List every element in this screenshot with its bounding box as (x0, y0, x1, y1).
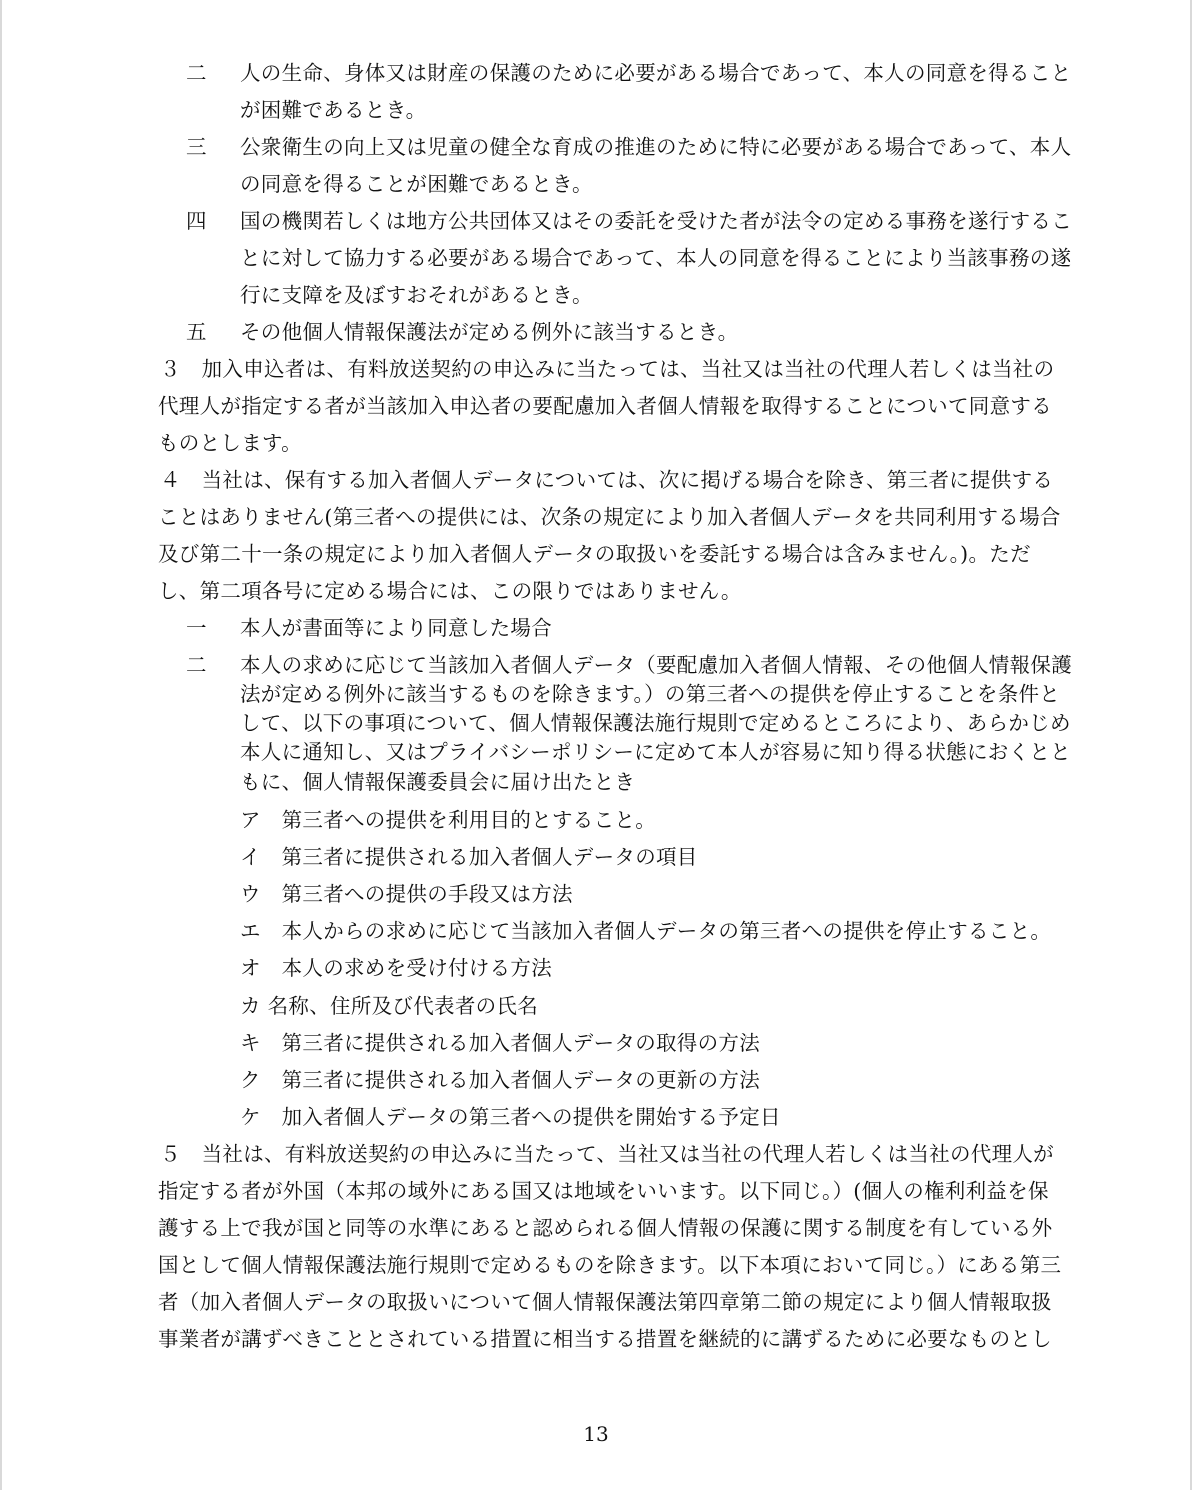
item-text-line: その他個人情報保護法が定める例外に該当するとき。 (240, 320, 739, 344)
paragraph-line: ４ 当社は、保有する加入者個人データについては、次に掲げる場合を除き、第三者に提供する (160, 468, 1054, 492)
paragraph-line: 護する上で我が国と同等の水準にあると認められる個人情報の保護に関する制度を有している外 (158, 1216, 1053, 1240)
item-number: 二 (186, 653, 207, 677)
paragraph-line: 代理人が指定する者が当該加入申込者の要配慮加入者個人情報を取得することについて同意する (158, 394, 1052, 418)
paragraph-line: ものとします。 (158, 431, 302, 455)
item-text-line: 法が定める例外に該当するものを除きます。）の第三者への提供を停止することを条件と (240, 682, 1061, 706)
paragraph-line: 国として個人情報保護法施行規則で定めるものを除きます。以下本項において同じ。）にある第三 (158, 1253, 1062, 1277)
item-text-line: もに、個人情報保護委員会に届け出たとき (240, 770, 636, 794)
sub-item: キ 第三者に提供される加入者個人データの取得の方法 (240, 1031, 760, 1055)
item-text-line: 公衆衛生の向上又は児童の健全な育成の推進のために特に必要がある場合であって、本人 (240, 135, 1072, 159)
item-text-line: とに対して協力する必要がある場合であって、本人の同意を得ることにより当該事務の遂 (240, 246, 1072, 270)
item-text-line: の同意を得ることが困難であるとき。 (240, 172, 593, 196)
item-number: 五 (186, 320, 207, 344)
item-text-line: 本人の求めに応じて当該加入者個人データ（要配慮加入者個人情報、その他個人情報保護 (240, 653, 1072, 677)
sub-item: オ 本人の求めを受け付ける方法 (240, 956, 552, 980)
item-text-line: 国の機関若しくは地方公共団体又はその委託を受けた者が法令の定める事務を遂行するこ (240, 209, 1072, 233)
paragraph-line: 者（加入者個人データの取扱いについて個人情報保護法第四章第二節の規定により個人情報取扱 (158, 1290, 1052, 1314)
sub-item: イ 第三者に提供される加入者個人データの項目 (240, 845, 698, 869)
item-number: 三 (186, 135, 207, 159)
paragraph-line: 指定する者が外国（本邦の域外にある国又は地域をいいます。以下同じ。）(個人の権利利益を保 (158, 1179, 1049, 1203)
paragraph-line: し、第二項各号に定める場合には、この限りではありません。 (158, 579, 742, 603)
item-text-line: 行に支障を及ぼすおそれがあるとき。 (240, 283, 593, 307)
item-number: 二 (186, 61, 207, 85)
paragraph-line: ことはありません(第三者への提供には、次条の規定により加入者個人データを共同利用する場合 (158, 505, 1061, 529)
item-number: 一 (186, 616, 207, 640)
sub-item: ク 第三者に提供される加入者個人データの更新の方法 (240, 1068, 760, 1092)
paragraph-line: 及び第二十一条の規定により加入者個人データの取扱いを委託する場合は含みません。)。ただ (158, 542, 1031, 566)
sub-item: ウ 第三者への提供の手段又は方法 (240, 882, 573, 906)
paragraph-line: ５ 当社は、有料放送契約の申込みに当たって、当社又は当社の代理人若しくは当社の代理人が (160, 1142, 1054, 1166)
item-text-line: 本人に通知し、又はプライバシーポリシーに定めて本人が容易に知り得る状態におくとと (240, 740, 1071, 764)
item-text-line: 人の生命、身体又は財産の保護のために必要がある場合であって、本人の同意を得ること (240, 61, 1072, 85)
sub-item: ケ 加入者個人データの第三者への提供を開始する予定日 (240, 1105, 781, 1129)
item-text-line: 本人が書面等により同意した場合 (240, 616, 552, 640)
item-text-line: が困難であるとき。 (240, 98, 427, 122)
item-text-line: して、以下の事項について、個人情報保護法施行規則で定めるところにより、あらかじめ (240, 711, 1071, 735)
item-number: 四 (186, 209, 207, 233)
paragraph-line: 事業者が講ずべきこととされている措置に相当する措置を継続的に講ずるために必要なものとし (158, 1327, 1052, 1351)
sub-item: エ 本人からの求めに応じて当該加入者個人データの第三者への提供を停止すること。 (240, 919, 1052, 943)
sub-item: カ 名称、住所及び代表者の氏名 (240, 994, 539, 1018)
paragraph-line: ３ 加入申込者は、有料放送契約の申込みに当たっては、当社又は当社の代理人若しくは当社の (160, 357, 1055, 381)
sub-item: ア 第三者への提供を利用目的とすること。 (240, 808, 656, 832)
page-number: 13 (583, 1422, 609, 1446)
